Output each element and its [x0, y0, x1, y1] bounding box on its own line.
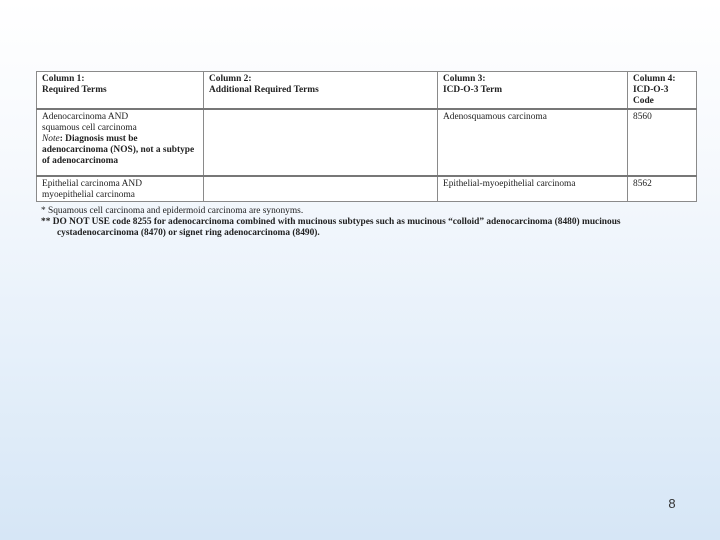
row1-required-terms [37, 109, 204, 176]
header-column-4-line2: ICD-O-3 [633, 85, 669, 95]
row2-col1-line2: myoepithelial carcinoma [42, 190, 135, 200]
page-number: 8 [668, 496, 676, 511]
header-column-2-line1: Column 2: [209, 74, 252, 84]
row1-col1-line2: squamous cell carcinoma [42, 123, 137, 133]
row1-note-text: : Diagnosis must be adenocarcinoma (NOS), not a subtype of adenocarcinoma [42, 134, 195, 166]
footnote-do-not-use [41, 217, 691, 239]
row1-note-label: Note [42, 134, 60, 144]
footnote-do-not-use-bold: ** DO NOT USE code 8255 [41, 217, 152, 227]
row1-note [42, 134, 198, 167]
row2-col1-line1: Epithelial carcinoma AND [42, 179, 142, 189]
header-column-4 [628, 72, 697, 110]
row2-icd-code: 8562 [628, 176, 697, 202]
footnote-do-not-use-rest: for adenocarcinoma combined with mucinous subtypes such as mucinous “colloid” adenocarcinoma (8480) mucinous cystadenocarcinoma (8470) or signet ring adenocarcinoma (8490). [57, 217, 621, 238]
row2-additional-terms [204, 176, 438, 202]
table-row [37, 176, 697, 202]
row1-additional-terms [204, 109, 438, 176]
row2-icd-term: Epithelial-myoepithelial carcinoma [438, 176, 628, 202]
header-column-1 [37, 72, 204, 110]
header-column-3-line1: Column 3: [443, 74, 486, 84]
header-column-1-line2: Required Terms [42, 85, 107, 95]
row1-icd-code: 8560 [628, 109, 697, 176]
footnote-synonyms: * Squamous cell carcinoma and epidermoid carcinoma are synonyms. [41, 206, 304, 216]
header-column-2-line2: Additional Required Terms [209, 85, 319, 95]
header-column-3-line2: ICD-O-3 Term [443, 85, 503, 95]
header-column-3 [438, 72, 628, 110]
icd-o-3-terms-table [36, 71, 697, 202]
row1-col1-line1: Adenocarcinoma AND [42, 112, 129, 122]
header-column-4-line3: Code [633, 96, 654, 106]
header-column-2 [204, 72, 438, 110]
table-row [37, 109, 697, 176]
terms-table-container [36, 71, 696, 202]
row1-icd-term: Adenosquamous carcinoma [438, 109, 628, 176]
header-column-4-line1: Column 4: [633, 74, 676, 84]
table-footnotes [41, 206, 691, 239]
header-column-1-line1: Column 1: [42, 74, 85, 84]
table-header-row [37, 72, 697, 110]
row2-required-terms [37, 176, 204, 202]
